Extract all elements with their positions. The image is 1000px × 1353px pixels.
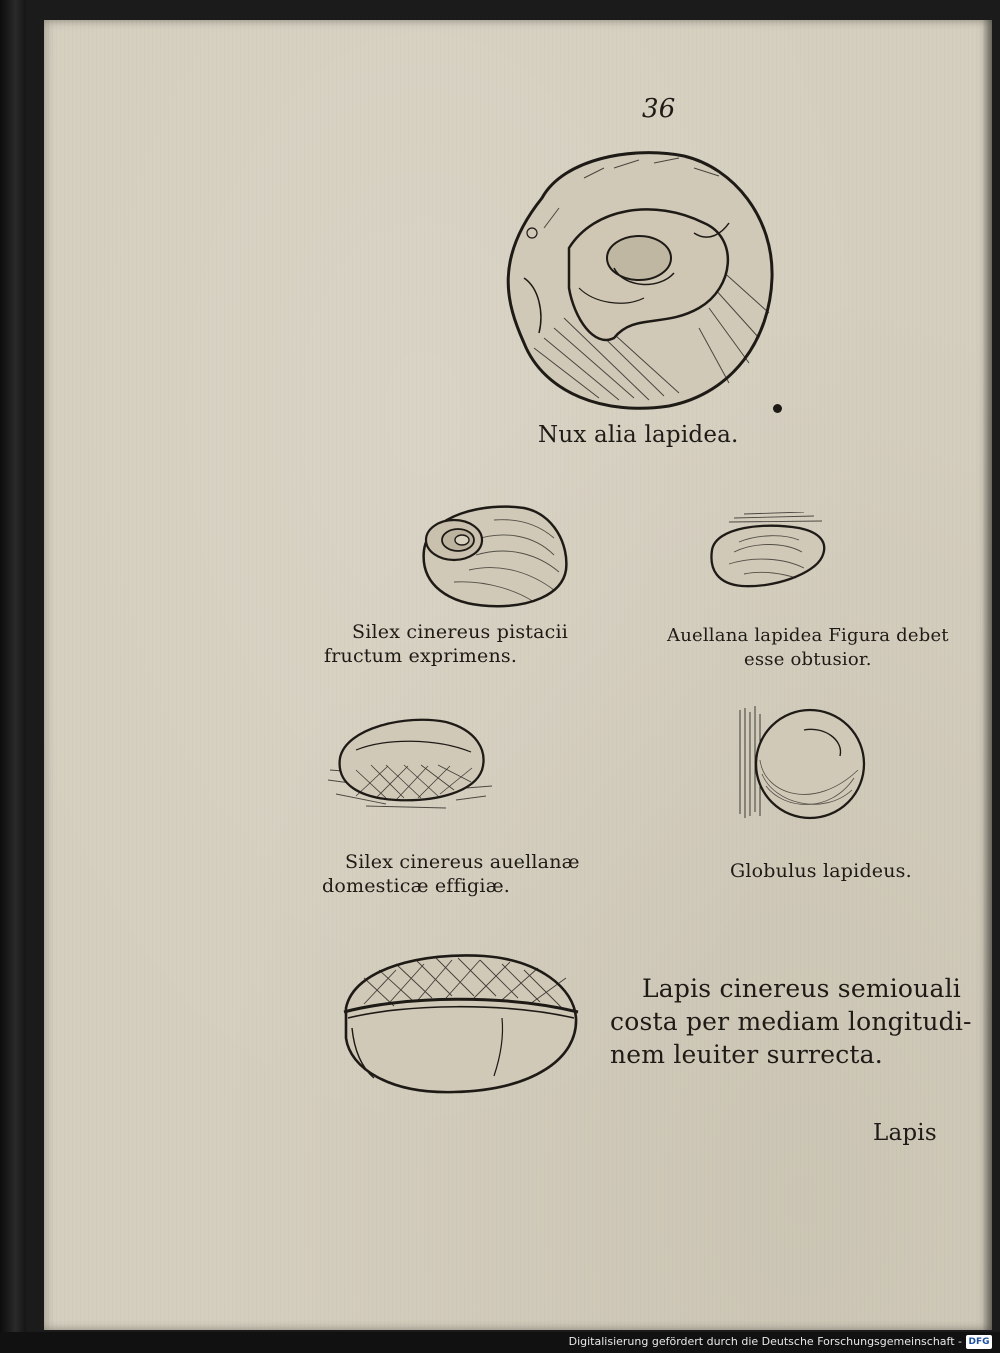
caption-line: Silex cinereus pistacii: [352, 621, 569, 643]
stone-globe-woodcut: [734, 704, 874, 828]
caption-line: esse obtusior.: [744, 649, 872, 670]
caption-lapis-cinereus: [610, 972, 972, 1071]
dfg-logo: DFG: [966, 1335, 992, 1349]
ink-dot: [773, 404, 782, 413]
book-page: [44, 20, 992, 1330]
caption-nux-alia-lapidea: Nux alia lapidea.: [538, 422, 739, 448]
caption-auellana-lapidea: [667, 624, 949, 672]
semioval-stone-woodcut: [334, 948, 584, 1098]
caption-line: costa per mediam longitudi-: [610, 1007, 972, 1036]
caption-silex-pistacii: [324, 620, 568, 668]
caption-line: domesticæ effigiæ.: [322, 875, 510, 897]
caption-line: nem leuiter surrecta.: [610, 1040, 883, 1069]
caption-line: Auellana lapidea Figura debet: [667, 625, 949, 646]
page-gutter-shadow: [982, 20, 992, 1330]
page-number: 36: [642, 94, 676, 124]
caption-silex-auellanae: [322, 850, 580, 898]
book-spine-edge: [0, 0, 26, 1353]
caption-line: Lapis cinereus semiouali: [642, 974, 961, 1003]
walnut-stone-woodcut: [484, 138, 784, 418]
caption-globulus-lapideus: Globulus lapideus.: [730, 860, 912, 882]
footer-bar: [0, 1332, 1000, 1353]
hazelnut-stone-woodcut: [704, 512, 834, 594]
hazelnut-flint-woodcut: [326, 710, 496, 812]
footer-credit: Digitalisierung gefördert durch die Deutsche Forschungsgemeinschaft -: [568, 1335, 962, 1348]
caption-line: fructum exprimens.: [324, 645, 518, 667]
pistachio-flint-woodcut: [414, 500, 574, 612]
caption-line: Silex cinereus auellanæ: [345, 851, 580, 873]
catchword: Lapis: [873, 1120, 937, 1146]
